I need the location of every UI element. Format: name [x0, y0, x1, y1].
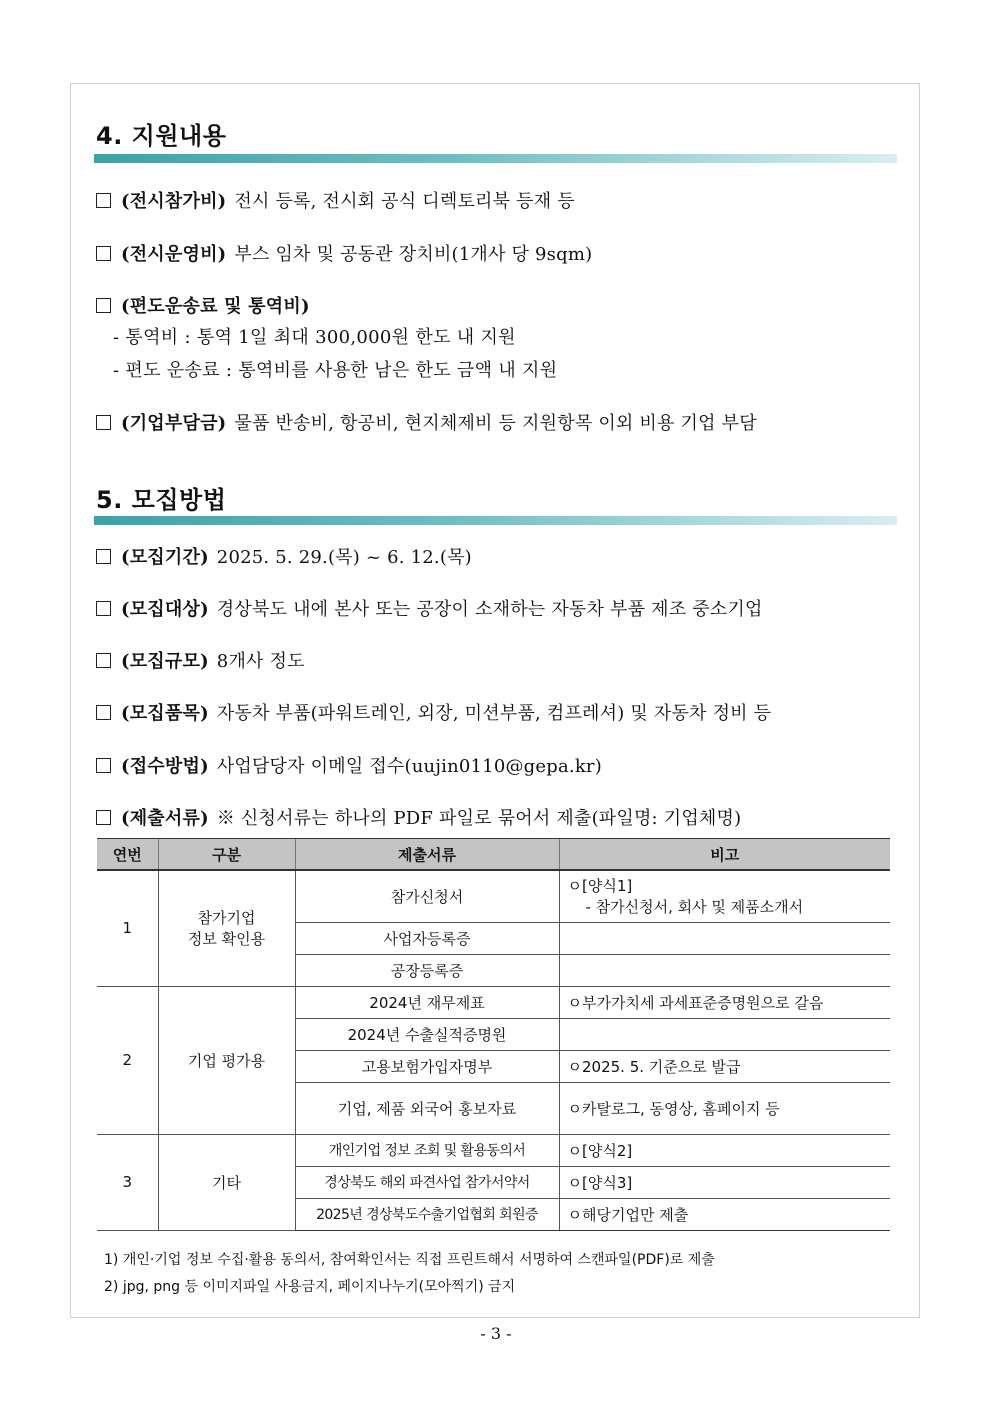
checkbox-icon [96, 758, 111, 773]
section5-item [96, 647, 305, 673]
item-label: (기업부담금) [121, 413, 227, 434]
item-label: (모집규모) [121, 651, 209, 672]
checkbox-icon [96, 810, 111, 825]
item-label: (편도운송료 및 통역비) [121, 296, 310, 317]
section4-subitem: - 통역비 : 통역 1일 최대 300,000원 한도 내 지원 [113, 327, 516, 348]
row-note [559, 954, 890, 986]
item-text: 8개사 정도 [216, 651, 305, 672]
row-category [158, 870, 295, 986]
checkbox-icon [96, 705, 111, 720]
table-group-1 [97, 870, 890, 986]
item-text: 전시 등록, 전시회 공식 디렉토리북 등재 등 [234, 191, 575, 212]
row-document: 기업, 제품 외국어 홍보자료 [295, 1082, 559, 1134]
table-row [97, 1134, 890, 1166]
note-line: ㅇ[양식1] [567, 877, 633, 896]
row-note: ㅇ2025. 5. 기준으로 발급 [559, 1050, 890, 1082]
section5-item [96, 699, 771, 725]
item-label: (모집대상) [121, 599, 209, 620]
section4-item [96, 240, 592, 266]
footnote: 1) 개인·기업 정보 수집·활용 동의서, 참여확인서는 직접 프린트해서 서명하여 스캔파일(PDF)로 제출 [104, 1252, 715, 1268]
checkbox-icon [96, 653, 111, 668]
row-document: 개인기업 정보 조회 및 활용동의서 [295, 1134, 559, 1166]
section4-divider [94, 154, 897, 163]
section5-item [96, 595, 763, 621]
row-note: ㅇ해당기업만 제출 [559, 1198, 890, 1230]
row-document: 2025년 경상북도수출기업협회 회원증 [295, 1198, 559, 1230]
row-number: 2 [97, 986, 158, 1134]
checkbox-icon [96, 193, 111, 208]
checkbox-icon [96, 298, 111, 313]
section4-subitem: - 편도 운송료 : 통역비를 사용한 남은 한도 금액 내 지원 [113, 360, 558, 381]
table-row [97, 986, 890, 1018]
section5-item [96, 543, 472, 569]
section4-title: 4. 지원내용 [96, 122, 227, 150]
row-note [559, 870, 890, 922]
section5-title: 5. 모집방법 [96, 486, 227, 514]
category-line: 정보 확인용 [187, 930, 266, 949]
checkbox-icon [96, 601, 111, 616]
header-no: 연번 [97, 839, 158, 871]
section4-item [96, 187, 575, 213]
row-document: 참가신청서 [295, 870, 559, 922]
table-group-2 [97, 986, 890, 1134]
section4-item [96, 409, 757, 435]
row-category: 기업 평가용 [158, 986, 295, 1134]
row-document: 2024년 재무제표 [295, 986, 559, 1018]
row-document: 공장등록증 [295, 954, 559, 986]
item-text: 부스 임차 및 공동관 장치비(1개사 당 9sqm) [234, 244, 593, 265]
footnote: 2) jpg, png 등 이미지파일 사용금지, 페이지나누기(모아찍기) 금지 [104, 1279, 516, 1295]
section5-divider [94, 516, 897, 525]
checkbox-icon [96, 415, 111, 430]
item-text: 경상북도 내에 본사 또는 공장이 소재하는 자동차 부품 제조 중소기업 [216, 599, 763, 620]
page-number: - 3 - [480, 1324, 512, 1343]
table-group-3 [97, 1134, 890, 1230]
row-note [559, 1018, 890, 1050]
item-label: (모집기간) [121, 547, 209, 568]
section4-item [96, 292, 318, 318]
item-label: (제출서류) [121, 808, 209, 829]
row-number: 3 [97, 1134, 158, 1230]
item-text: 2025. 5. 29.(목) ~ 6. 12.(목) [216, 547, 472, 568]
row-document: 사업자등록증 [295, 922, 559, 954]
section5-item [96, 752, 602, 778]
item-label: (전시운영비) [121, 244, 227, 265]
row-note: ㅇ카탈로그, 동영상, 홈페이지 등 [559, 1082, 890, 1134]
row-note: ㅇ부가가치세 과세표준증명원으로 갈음 [559, 986, 890, 1018]
section5-item [96, 804, 741, 830]
row-category: 기타 [158, 1134, 295, 1230]
item-text: ※ 신청서류는 하나의 PDF 파일로 묶어서 제출(파일명: 기업체명) [216, 808, 742, 829]
item-text: 자동차 부품(파워트레인, 외장, 미션부품, 컴프레셔) 및 자동차 정비 등 [216, 703, 772, 724]
row-note: ㅇ[양식2] [559, 1134, 890, 1166]
row-document: 2024년 수출실적증명원 [295, 1018, 559, 1050]
item-text: 사업담당자 이메일 접수(uujin0110@gepa.kr) [216, 756, 602, 777]
documents-table [97, 838, 890, 1231]
row-number: 1 [97, 870, 158, 986]
note-line: - 참가신청서, 회사 및 제품소개서 [585, 898, 804, 917]
header-note: 비고 [559, 839, 890, 871]
row-note: ㅇ[양식3] [559, 1166, 890, 1198]
row-document: 경상북도 해외 파견사업 참가서약서 [295, 1166, 559, 1198]
header-document: 제출서류 [295, 839, 559, 871]
table-header-row [97, 839, 890, 871]
row-note [559, 922, 890, 954]
category-line: 참가기업 [197, 909, 256, 928]
row-document: 고용보험가입자명부 [295, 1050, 559, 1082]
checkbox-icon [96, 246, 111, 261]
item-label: (전시참가비) [121, 191, 227, 212]
header-category: 구분 [158, 839, 295, 871]
item-label: (모집품목) [121, 703, 209, 724]
item-text: 물품 반송비, 항공비, 현지체제비 등 지원항목 이외 비용 기업 부담 [234, 413, 757, 434]
table-row [97, 870, 890, 922]
item-label: (접수방법) [121, 756, 209, 777]
checkbox-icon [96, 549, 111, 564]
